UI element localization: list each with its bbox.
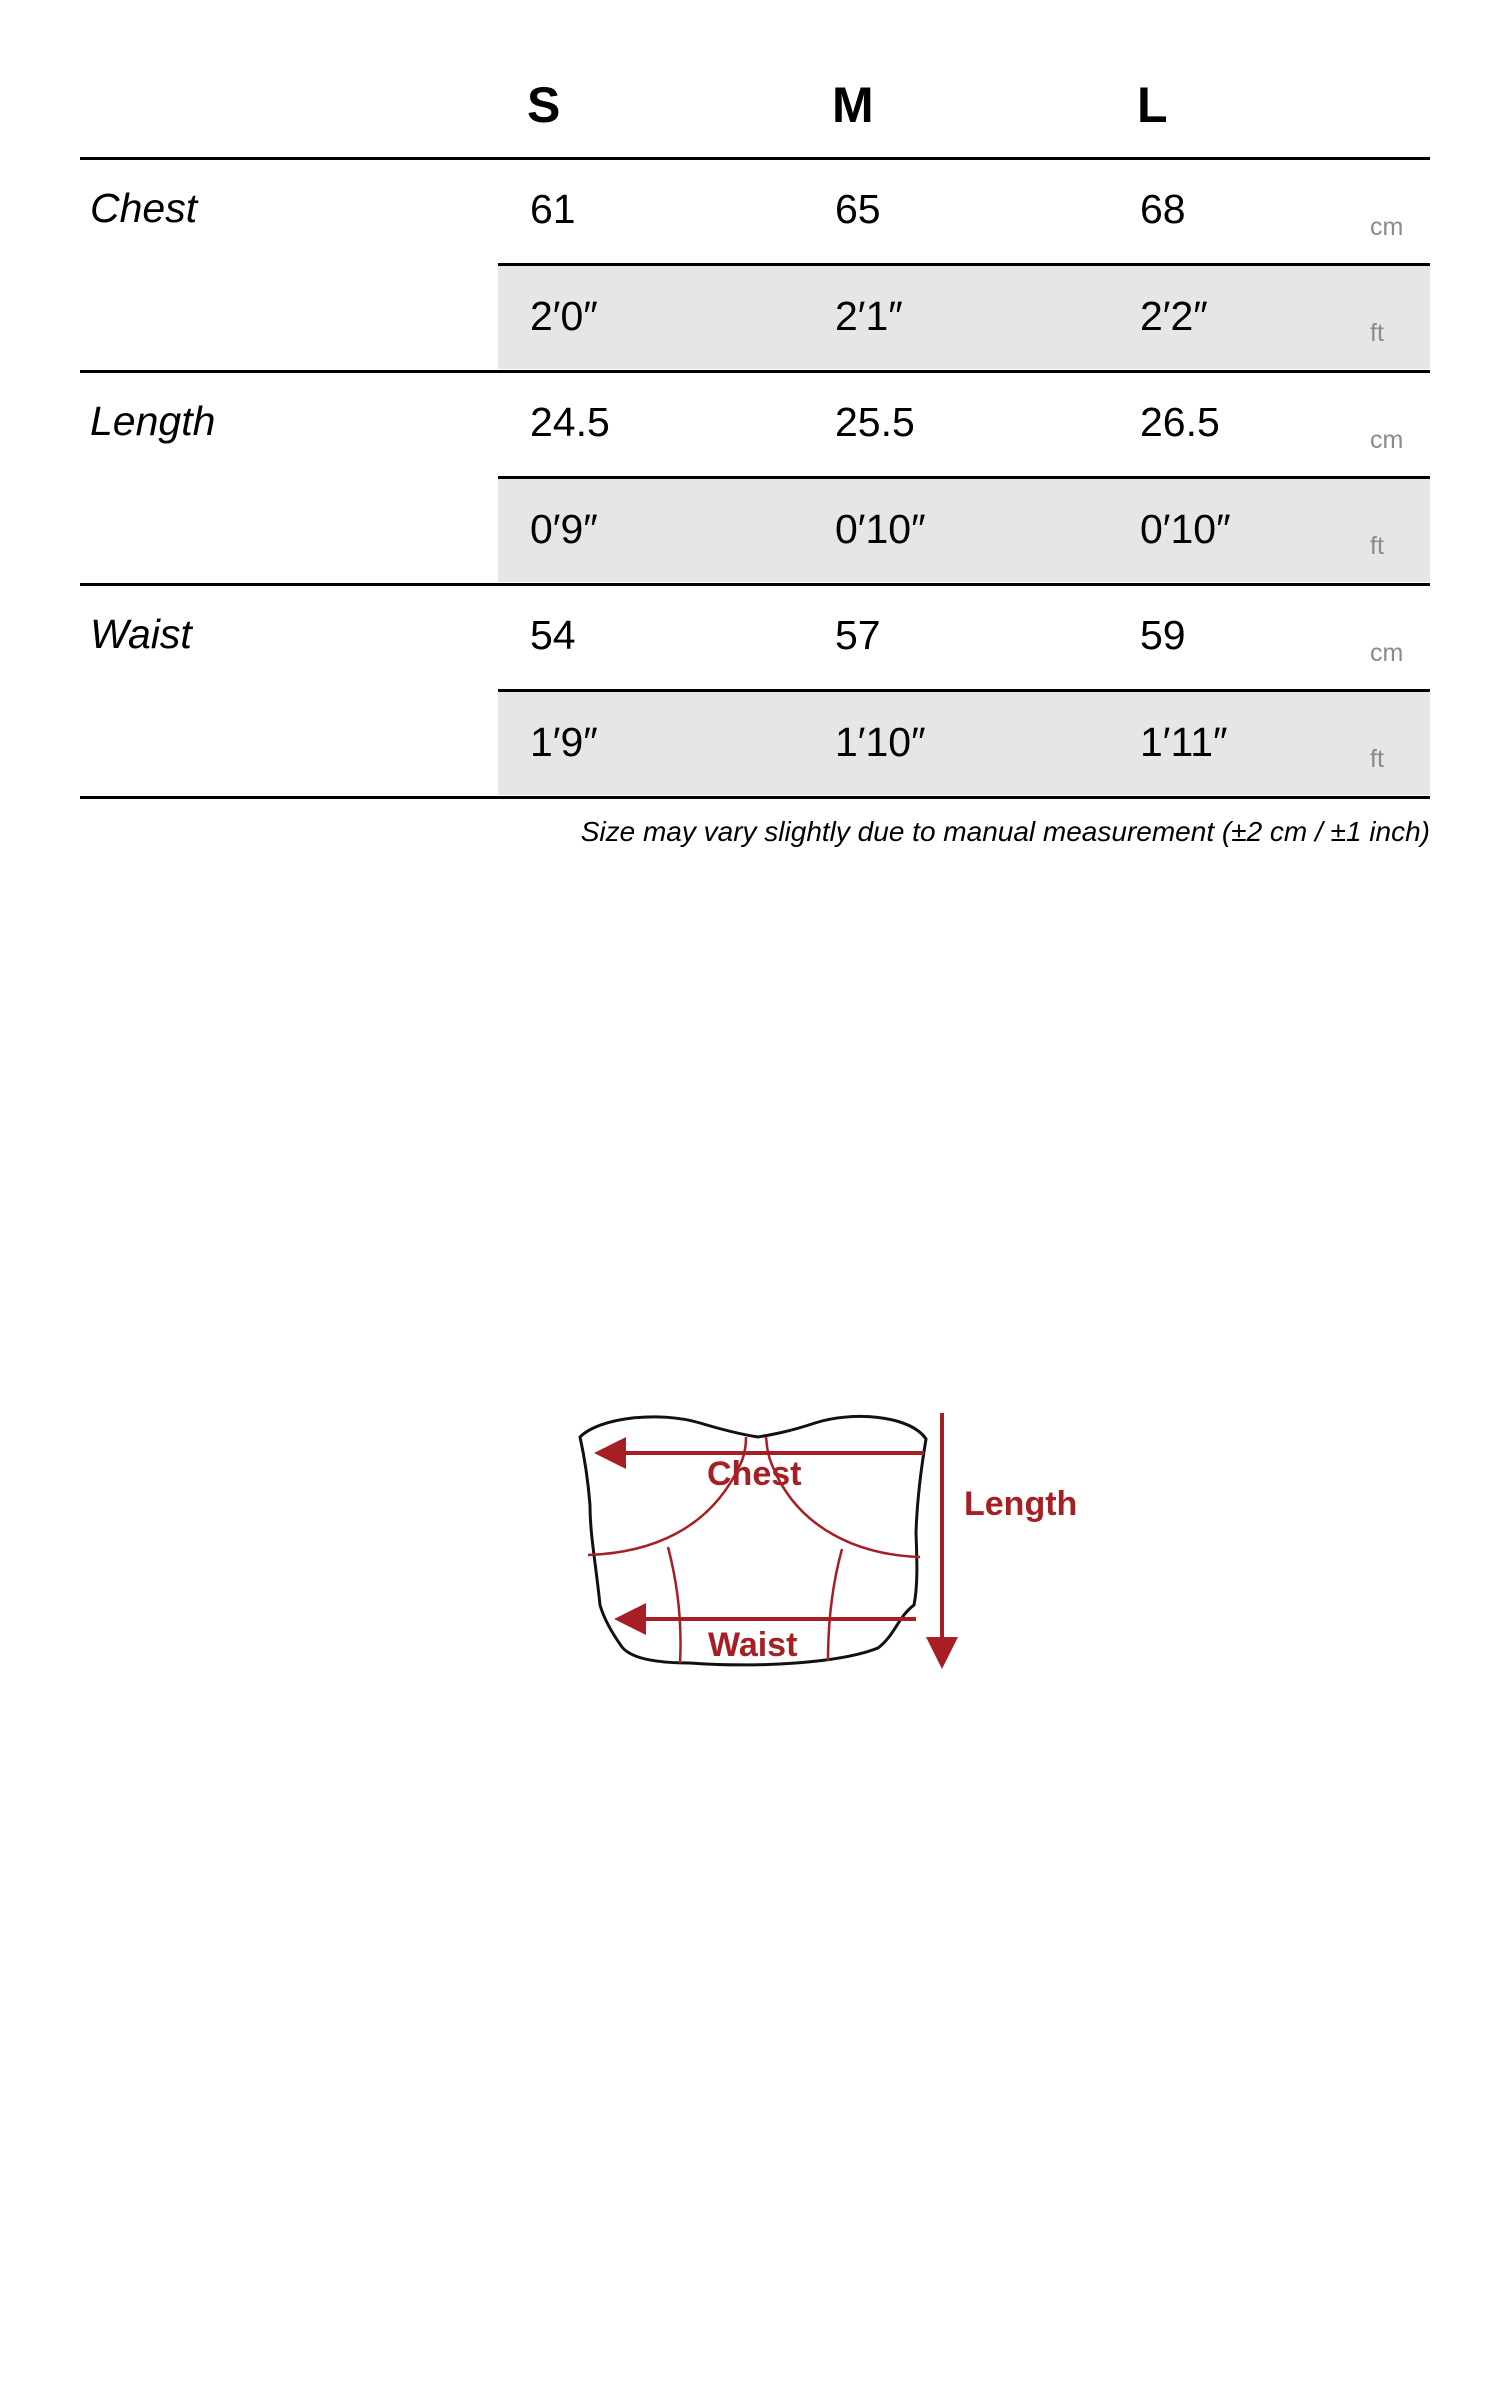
cell-length-l-cm: 26.5 — [1140, 399, 1220, 445]
cell-chest-m-ft: 2′1″ — [835, 293, 903, 339]
chest-label: Chest — [707, 1455, 802, 1493]
cell-waist-s-ft: 1′9″ — [530, 719, 598, 765]
size-header-s: S — [527, 77, 561, 133]
divider-line — [498, 263, 1430, 266]
imperial-band-waist — [498, 692, 1430, 795]
cell-waist-l-cm: 59 — [1140, 612, 1186, 658]
divider-line — [80, 370, 1430, 373]
cell-length-s-ft: 0′9″ — [530, 506, 598, 552]
cell-length-s-cm: 24.5 — [530, 399, 610, 445]
cell-chest-m-cm: 65 — [835, 186, 881, 232]
imperial-band-chest — [498, 266, 1430, 369]
row-label-length: Length — [90, 398, 216, 444]
measurement-note: Size may vary slightly due to manual measurement (±2 cm / ±1 inch) — [580, 816, 1430, 847]
divider-line — [80, 157, 1430, 160]
row-label-waist: Waist — [90, 611, 192, 657]
cell-length-m-cm: 25.5 — [835, 399, 915, 445]
size-header-l: L — [1137, 77, 1168, 133]
divider-line — [498, 689, 1430, 692]
length-label: Length — [964, 1485, 1078, 1523]
waist-label: Waist — [708, 1626, 798, 1664]
unit-label-cm: cm — [1370, 426, 1404, 454]
cell-waist-m-cm: 57 — [835, 612, 881, 658]
size-header-m: M — [832, 77, 874, 133]
divider-line — [498, 476, 1430, 479]
cell-waist-l-ft: 1′11″ — [1140, 719, 1228, 765]
cell-chest-s-cm: 61 — [530, 186, 576, 232]
unit-label-ft: ft — [1370, 745, 1384, 773]
unit-label-ft: ft — [1370, 532, 1384, 560]
unit-label-cm: cm — [1370, 639, 1404, 667]
cell-length-l-ft: 0′10″ — [1140, 506, 1231, 552]
cell-waist-m-ft: 1′10″ — [835, 719, 926, 765]
row-label-chest: Chest — [90, 185, 198, 231]
cell-chest-l-ft: 2′2″ — [1140, 293, 1208, 339]
imperial-band-length — [498, 479, 1430, 582]
divider-line — [80, 583, 1430, 586]
unit-label-ft: ft — [1370, 319, 1384, 347]
measurement-diagram — [560, 1385, 1100, 1685]
cell-chest-l-cm: 68 — [1140, 186, 1186, 232]
cell-waist-s-cm: 54 — [530, 612, 576, 658]
cell-chest-s-ft: 2′0″ — [530, 293, 598, 339]
unit-label-cm: cm — [1370, 213, 1404, 241]
divider-line — [80, 796, 1430, 799]
cell-length-m-ft: 0′10″ — [835, 506, 926, 552]
tube-top-illustration — [560, 1385, 1100, 1685]
